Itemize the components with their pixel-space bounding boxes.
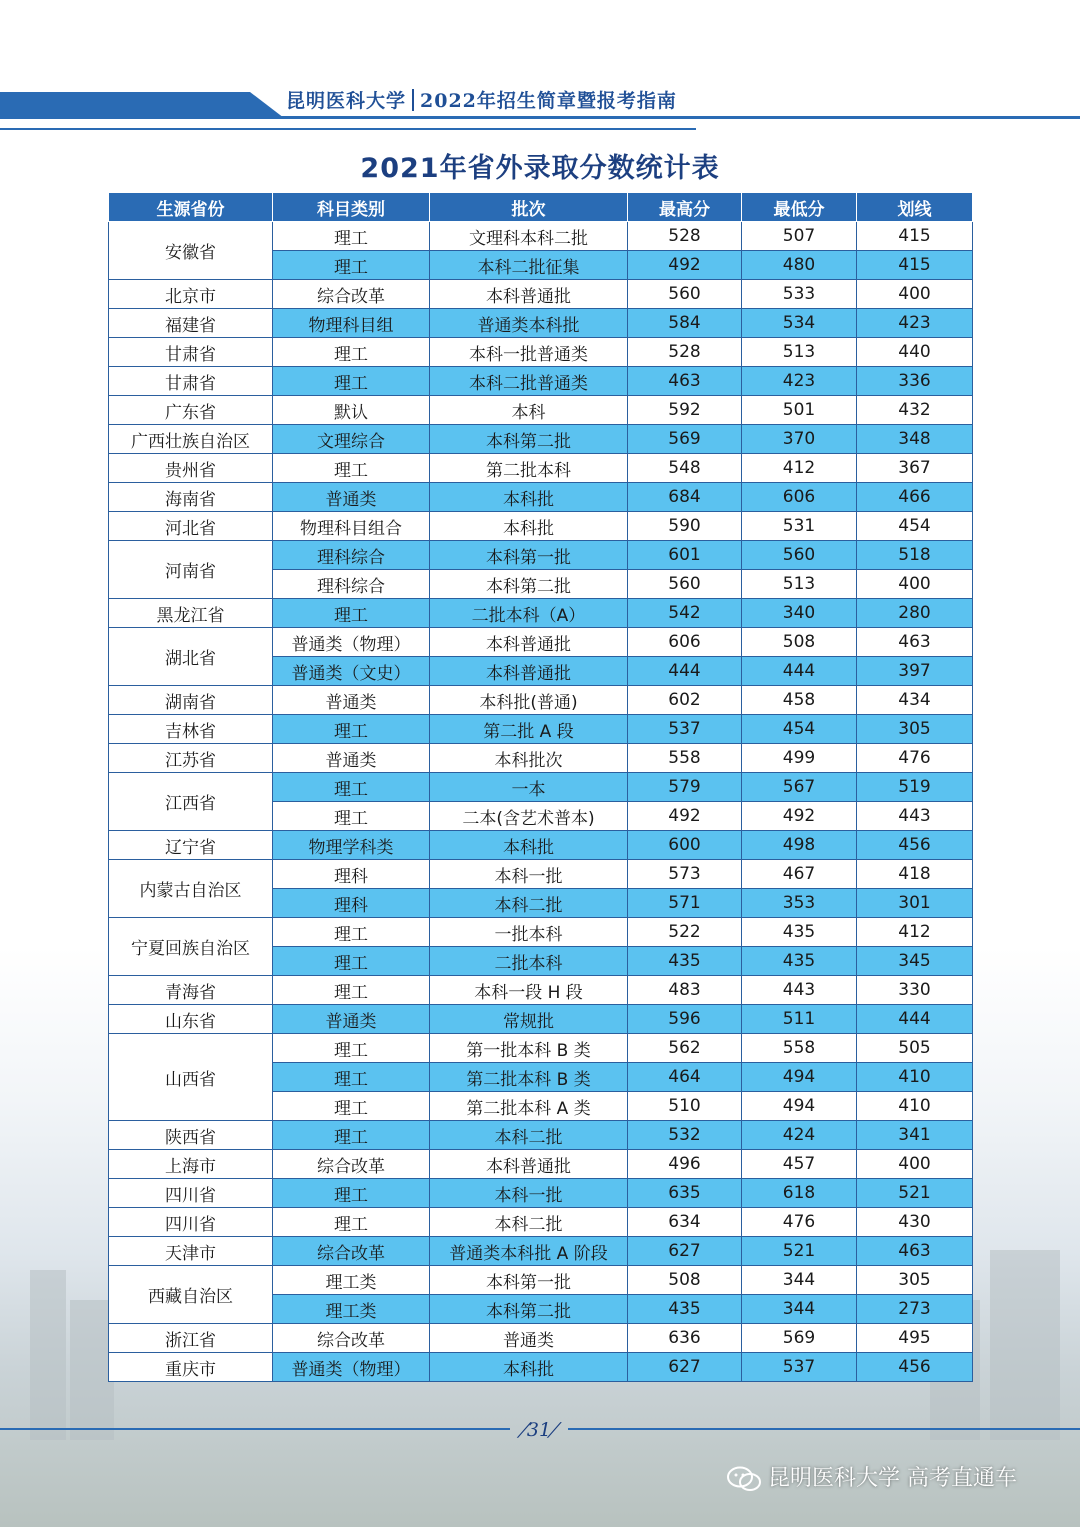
batch-cell: 第二批 A 段 [430,715,628,744]
table-row [109,744,973,773]
header-separator [412,89,414,111]
batch-cell: 本科二批 [430,1121,628,1150]
max-score-cell: 601 [628,541,742,570]
page-number-value: 31 [526,1419,552,1441]
min-score-cell: 353 [742,889,857,918]
cutoff-cell: 330 [857,976,973,1005]
batch-cell: 本科批 [430,483,628,512]
cutoff-cell: 505 [857,1034,973,1063]
min-score-cell: 444 [742,657,857,686]
min-score-cell: 501 [742,396,857,425]
subject-cell: 物理科目组合 [273,512,430,541]
table-row [109,280,973,309]
province-cell: 甘肃省 [109,338,273,367]
table-row [109,541,973,570]
batch-cell: 二批本科 [430,947,628,976]
cutoff-cell: 521 [857,1179,973,1208]
column-header: 批次 [430,193,628,222]
batch-cell: 本科第一批 [430,541,628,570]
table-header-row [109,193,973,222]
cutoff-cell: 345 [857,947,973,976]
cutoff-cell: 423 [857,309,973,338]
max-score-cell: 584 [628,309,742,338]
batch-cell: 普通类本科批 [430,309,628,338]
table-row [109,309,973,338]
watermark-text: 昆明医科大学 高考直通车 [768,1466,1017,1491]
min-score-cell: 370 [742,425,857,454]
batch-cell: 普通类 [430,1324,628,1353]
min-score-cell: 457 [742,1150,857,1179]
table-row [109,715,973,744]
batch-cell: 本科一批 [430,1179,628,1208]
min-score-cell: 494 [742,1063,857,1092]
table-row [109,396,973,425]
province-cell: 安徽省 [109,222,273,280]
table-row [109,773,973,802]
min-score-cell: 480 [742,251,857,280]
max-score-cell: 579 [628,773,742,802]
min-score-cell: 458 [742,686,857,715]
table-row [109,976,973,1005]
min-score-cell: 618 [742,1179,857,1208]
batch-cell: 本科普通批 [430,657,628,686]
wechat-icon [726,1466,762,1492]
max-score-cell: 492 [628,802,742,831]
batch-cell: 本科批 [430,831,628,860]
max-score-cell: 483 [628,976,742,1005]
min-score-cell: 467 [742,860,857,889]
subject-cell: 理工 [273,947,430,976]
cutoff-cell: 454 [857,512,973,541]
province-cell: 西藏自治区 [109,1266,273,1324]
subject-cell: 理工类 [273,1266,430,1295]
subject-cell: 文理综合 [273,425,430,454]
score-table [108,192,973,1382]
table-row [109,1353,973,1382]
batch-cell: 本科批次 [430,744,628,773]
subject-cell: 理工 [273,773,430,802]
max-score-cell: 496 [628,1150,742,1179]
batch-cell: 本科批 [430,1353,628,1382]
province-cell: 四川省 [109,1208,273,1237]
batch-cell: 本科普通批 [430,1150,628,1179]
subject-cell: 默认 [273,396,430,425]
guide-title: 2022年招生简章暨报考指南 [420,90,677,112]
province-cell: 贵州省 [109,454,273,483]
min-score-cell: 424 [742,1121,857,1150]
max-score-cell: 435 [628,947,742,976]
cutoff-cell: 305 [857,715,973,744]
subject-cell: 理工 [273,1121,430,1150]
subject-cell: 理科综合 [273,570,430,599]
max-score-cell: 600 [628,831,742,860]
province-cell: 山西省 [109,1034,273,1121]
cutoff-cell: 336 [857,367,973,396]
max-score-cell: 590 [628,512,742,541]
min-score-cell: 513 [742,570,857,599]
min-score-cell: 533 [742,280,857,309]
cutoff-cell: 410 [857,1063,973,1092]
cutoff-cell: 400 [857,1150,973,1179]
cutoff-cell: 519 [857,773,973,802]
cutoff-cell: 476 [857,744,973,773]
header-rule [0,116,1080,119]
batch-cell: 本科第二批 [430,425,628,454]
province-cell: 黑龙江省 [109,599,273,628]
page-number: /31/ [516,1419,562,1441]
header-rule-thin [0,128,696,130]
subject-cell: 理科 [273,860,430,889]
subject-cell: 物理学科类 [273,831,430,860]
province-cell: 湖南省 [109,686,273,715]
subject-cell: 理工 [273,1092,430,1121]
min-score-cell: 521 [742,1237,857,1266]
subject-cell: 理工 [273,1034,430,1063]
max-score-cell: 592 [628,396,742,425]
min-score-cell: 507 [742,222,857,251]
subject-cell: 普通类（物理） [273,628,430,657]
cutoff-cell: 273 [857,1295,973,1324]
batch-cell: 本科二批征集 [430,251,628,280]
max-score-cell: 602 [628,686,742,715]
max-score-cell: 684 [628,483,742,512]
province-cell: 宁夏回族自治区 [109,918,273,976]
table-row [109,454,973,483]
province-cell: 江西省 [109,773,273,831]
table-row [109,367,973,396]
batch-cell: 一本 [430,773,628,802]
max-score-cell: 562 [628,1034,742,1063]
province-cell: 四川省 [109,1179,273,1208]
batch-cell: 常规批 [430,1005,628,1034]
max-score-cell: 560 [628,280,742,309]
max-score-cell: 606 [628,628,742,657]
batch-cell: 二批本科（A） [430,599,628,628]
cutoff-cell: 410 [857,1092,973,1121]
batch-cell: 一批本科 [430,918,628,947]
subject-cell: 理工 [273,1179,430,1208]
max-score-cell: 542 [628,599,742,628]
province-cell: 陕西省 [109,1121,273,1150]
province-cell: 甘肃省 [109,367,273,396]
province-cell: 天津市 [109,1237,273,1266]
cutoff-cell: 434 [857,686,973,715]
table-row [109,1208,973,1237]
subject-cell: 综合改革 [273,1150,430,1179]
cutoff-cell: 348 [857,425,973,454]
header-title [286,86,677,116]
min-score-cell: 476 [742,1208,857,1237]
column-header: 最低分 [742,193,857,222]
min-score-cell: 499 [742,744,857,773]
min-score-cell: 443 [742,976,857,1005]
subject-cell: 理科 [273,889,430,918]
cutoff-cell: 418 [857,860,973,889]
min-score-cell: 454 [742,715,857,744]
subject-cell: 普通类 [273,1005,430,1034]
header-accent-band [0,92,284,118]
cutoff-cell: 430 [857,1208,973,1237]
min-score-cell: 423 [742,367,857,396]
batch-cell: 本科二批 [430,889,628,918]
min-score-cell: 498 [742,831,857,860]
cutoff-cell: 463 [857,1237,973,1266]
min-score-cell: 511 [742,1005,857,1034]
cutoff-cell: 466 [857,483,973,512]
page-title: 2021年省外录取分数统计表 [360,153,720,184]
min-score-cell: 537 [742,1353,857,1382]
subject-cell: 综合改革 [273,1324,430,1353]
cutoff-cell: 495 [857,1324,973,1353]
min-score-cell: 534 [742,309,857,338]
min-score-cell: 560 [742,541,857,570]
province-cell: 吉林省 [109,715,273,744]
table-row [109,338,973,367]
table-row [109,1005,973,1034]
table-row [109,686,973,715]
max-score-cell: 528 [628,338,742,367]
batch-cell: 本科普通批 [430,280,628,309]
cutoff-cell: 456 [857,831,973,860]
table-row [109,1179,973,1208]
batch-cell: 本科一批 [430,860,628,889]
cutoff-cell: 367 [857,454,973,483]
province-cell: 广东省 [109,396,273,425]
max-score-cell: 627 [628,1353,742,1382]
max-score-cell: 627 [628,1237,742,1266]
subject-cell: 理工 [273,222,430,251]
max-score-cell: 537 [628,715,742,744]
table-row [109,483,973,512]
province-cell: 浙江省 [109,1324,273,1353]
province-cell: 河北省 [109,512,273,541]
cutoff-cell: 280 [857,599,973,628]
cutoff-cell: 463 [857,628,973,657]
batch-cell: 本科第二批 [430,1295,628,1324]
subject-cell: 普通类 [273,744,430,773]
cutoff-cell: 397 [857,657,973,686]
cutoff-cell: 400 [857,280,973,309]
cutoff-cell: 415 [857,251,973,280]
max-score-cell: 435 [628,1295,742,1324]
batch-cell: 第二批本科 B 类 [430,1063,628,1092]
cutoff-cell: 412 [857,918,973,947]
cutoff-cell: 444 [857,1005,973,1034]
cutoff-cell: 518 [857,541,973,570]
batch-cell: 本科第一批 [430,1266,628,1295]
province-cell: 山东省 [109,1005,273,1034]
max-score-cell: 596 [628,1005,742,1034]
max-score-cell: 548 [628,454,742,483]
watermark [726,1462,1017,1496]
max-score-cell: 510 [628,1092,742,1121]
min-score-cell: 435 [742,947,857,976]
subject-cell: 综合改革 [273,1237,430,1266]
cutoff-cell: 341 [857,1121,973,1150]
batch-cell: 本科普通批 [430,628,628,657]
subject-cell: 理科综合 [273,541,430,570]
cutoff-cell: 301 [857,889,973,918]
footer-rule-left [0,1428,510,1430]
table-row [109,860,973,889]
table-row [109,1324,973,1353]
min-score-cell: 344 [742,1266,857,1295]
province-cell: 海南省 [109,483,273,512]
min-score-cell: 513 [742,338,857,367]
subject-cell: 理工 [273,1208,430,1237]
max-score-cell: 569 [628,425,742,454]
max-score-cell: 528 [628,222,742,251]
max-score-cell: 571 [628,889,742,918]
max-score-cell: 463 [628,367,742,396]
column-header: 划线 [857,193,973,222]
batch-cell: 本科一段 H 段 [430,976,628,1005]
subject-cell: 理工 [273,802,430,831]
batch-cell: 普通类本科批 A 阶段 [430,1237,628,1266]
batch-cell: 二本(含艺术普本) [430,802,628,831]
min-score-cell: 340 [742,599,857,628]
cutoff-cell: 432 [857,396,973,425]
max-score-cell: 508 [628,1266,742,1295]
subject-cell: 综合改革 [273,280,430,309]
max-score-cell: 522 [628,918,742,947]
batch-cell: 本科批 [430,512,628,541]
max-score-cell: 464 [628,1063,742,1092]
cutoff-cell: 415 [857,222,973,251]
subject-cell: 理工 [273,367,430,396]
subject-cell: 理工 [273,338,430,367]
subject-cell: 普通类（物理） [273,1353,430,1382]
min-score-cell: 508 [742,628,857,657]
table-row [109,512,973,541]
footer-rule-right [568,1428,1080,1430]
batch-cell: 本科二批普通类 [430,367,628,396]
subject-cell: 理工类 [273,1295,430,1324]
batch-cell: 第一批本科 B 类 [430,1034,628,1063]
batch-cell: 文理科本科二批 [430,222,628,251]
batch-cell: 第二批本科 [430,454,628,483]
max-score-cell: 558 [628,744,742,773]
subject-cell: 普通类 [273,483,430,512]
province-cell: 重庆市 [109,1353,273,1382]
subject-cell: 物理科目组 [273,309,430,338]
min-score-cell: 412 [742,454,857,483]
batch-cell: 本科 [430,396,628,425]
subject-cell: 理工 [273,251,430,280]
province-cell: 福建省 [109,309,273,338]
subject-cell: 普通类 [273,686,430,715]
column-header: 生源省份 [109,193,273,222]
batch-cell: 本科批(普通) [430,686,628,715]
batch-cell: 本科二批 [430,1208,628,1237]
table-row [109,831,973,860]
province-cell: 内蒙古自治区 [109,860,273,918]
subject-cell: 理工 [273,454,430,483]
subject-cell: 理工 [273,1063,430,1092]
province-cell: 辽宁省 [109,831,273,860]
batch-cell: 本科一批普通类 [430,338,628,367]
province-cell: 河南省 [109,541,273,599]
max-score-cell: 635 [628,1179,742,1208]
cutoff-cell: 400 [857,570,973,599]
province-cell: 上海市 [109,1150,273,1179]
subject-cell: 理工 [273,918,430,947]
background-building [30,1270,66,1440]
cutoff-cell: 456 [857,1353,973,1382]
table-row [109,599,973,628]
cutoff-cell: 443 [857,802,973,831]
min-score-cell: 569 [742,1324,857,1353]
subject-cell: 理工 [273,715,430,744]
min-score-cell: 531 [742,512,857,541]
max-score-cell: 634 [628,1208,742,1237]
subject-cell: 理工 [273,599,430,628]
province-cell: 江苏省 [109,744,273,773]
batch-cell: 第二批本科 A 类 [430,1092,628,1121]
min-score-cell: 567 [742,773,857,802]
max-score-cell: 532 [628,1121,742,1150]
table-row [109,1237,973,1266]
table-row [109,1266,973,1295]
min-score-cell: 558 [742,1034,857,1063]
max-score-cell: 492 [628,251,742,280]
min-score-cell: 344 [742,1295,857,1324]
min-score-cell: 435 [742,918,857,947]
table-body [109,222,973,1382]
max-score-cell: 636 [628,1324,742,1353]
table-row [109,1150,973,1179]
max-score-cell: 560 [628,570,742,599]
column-header: 科目类别 [273,193,430,222]
subject-cell: 理工 [273,976,430,1005]
cutoff-cell: 440 [857,338,973,367]
column-header: 最高分 [628,193,742,222]
max-score-cell: 573 [628,860,742,889]
cutoff-cell: 305 [857,1266,973,1295]
min-score-cell: 494 [742,1092,857,1121]
batch-cell: 本科第二批 [430,570,628,599]
university-name: 昆明医科大学 [286,90,407,112]
province-cell: 广西壮族自治区 [109,425,273,454]
subject-cell: 普通类（文史） [273,657,430,686]
table-row [109,918,973,947]
province-cell: 青海省 [109,976,273,1005]
province-cell: 湖北省 [109,628,273,686]
min-score-cell: 606 [742,483,857,512]
background-building [990,1250,1060,1440]
min-score-cell: 492 [742,802,857,831]
table-row [109,1121,973,1150]
province-cell: 北京市 [109,280,273,309]
max-score-cell: 444 [628,657,742,686]
table-row [109,628,973,657]
table-row [109,222,973,251]
table-row [109,1034,973,1063]
table-row [109,425,973,454]
